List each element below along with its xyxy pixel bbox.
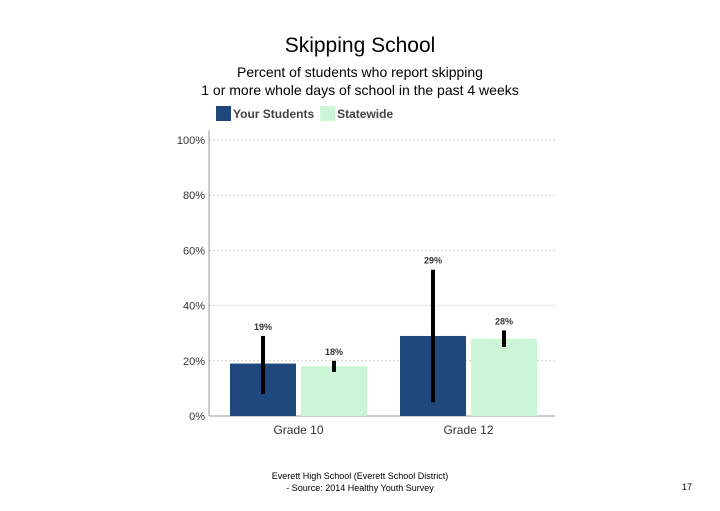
y-tick-label: 20% xyxy=(182,355,205,368)
footer-source xyxy=(0,470,720,494)
legend-label: Your Students xyxy=(233,107,315,121)
data-label: 28% xyxy=(494,316,514,327)
legend-swatch xyxy=(320,106,335,121)
chart-title: Skipping School xyxy=(284,34,436,57)
footer-line-2: - Source: 2014 Healthy Youth Survey xyxy=(286,483,434,493)
footer-line-1: Everett High School (Everett School District) xyxy=(271,471,449,481)
y-tick-label: 0% xyxy=(189,411,205,423)
data-label: 19% xyxy=(253,321,273,332)
subtitle-line-1: Percent of students who report skipping xyxy=(237,64,483,80)
x-tick-label: Grade 10 xyxy=(273,423,324,437)
data-label: 18% xyxy=(324,346,344,357)
bar xyxy=(301,366,367,416)
legend-swatch xyxy=(216,106,231,121)
y-tick-label: 80% xyxy=(182,190,205,203)
page-number: 17 xyxy=(682,482,693,492)
y-tick-label: 60% xyxy=(182,245,205,258)
legend-label: Statewide xyxy=(337,107,394,121)
y-tick-label: 40% xyxy=(182,300,205,313)
data-label: 29% xyxy=(423,255,443,266)
y-tick-label: 100% xyxy=(176,135,205,147)
bar xyxy=(471,339,537,416)
x-tick-label: Grade 12 xyxy=(443,423,494,437)
subtitle-line-2: 1 or more whole days of school in the past 4 weeks xyxy=(201,82,519,98)
